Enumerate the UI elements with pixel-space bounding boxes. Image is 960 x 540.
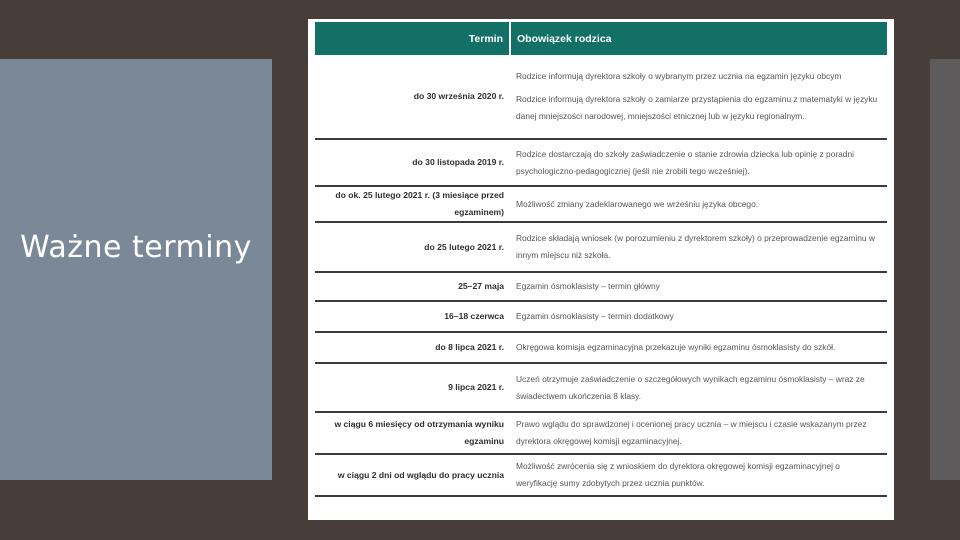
duty-text: Egzamin ósmoklasisty – termin główny <box>516 281 660 291</box>
duty-cell <box>510 272 887 301</box>
table-row <box>315 186 887 222</box>
table-row <box>315 55 887 139</box>
header-obowiazek: Obowiązek rodzica <box>510 22 887 55</box>
duty-cell <box>510 301 887 332</box>
table-row <box>315 272 887 301</box>
duty-cell <box>510 139 887 186</box>
duty-cell <box>510 186 887 222</box>
table-row <box>315 332 887 363</box>
duty-text: Rodzice dostarczają do szkoły zaświadczenie o stanie zdrowia dziecka lub opinię z poradni psychologiczno-pedagogicznej (jeśli nie zrobili tego wcześniej). <box>516 148 854 176</box>
right-decor-panel <box>930 59 960 480</box>
table-row <box>315 363 887 412</box>
duty-text: Możliwość zwrócenia się z wnioskiem do dyrektora okręgowej komisji egzaminacyjnej o weryfikację sumy zdobytych przez ucznia punktów. <box>516 461 840 488</box>
term-cell: 9 lipca 2021 r. <box>315 363 510 412</box>
duty-cell <box>510 222 887 272</box>
duty-text: Możliwość zmiany zadeklarowanego we wrześniu języka obcego. <box>516 198 759 209</box>
table-row <box>315 222 887 272</box>
duty-cell <box>510 332 887 363</box>
term-cell: do 30 września 2020 r. <box>315 55 510 139</box>
slide-title: Ważne terminy <box>20 230 252 265</box>
duty-text: Uczeń otrzymuje zaświadczenie o szczegółowych wynikach egzaminu ósmoklasisty – wraz ze świadectwem ukończenia 8 klasy. <box>516 373 865 401</box>
duty-cell <box>510 363 887 412</box>
term-cell: do 8 lipca 2021 r. <box>315 332 510 363</box>
table-row <box>315 412 887 454</box>
table-row <box>315 139 887 186</box>
side-panel <box>0 59 272 480</box>
term-cell: do 30 listopada 2019 r. <box>315 139 510 186</box>
table-row <box>315 301 887 332</box>
term-cell: 16–18 czerwca <box>315 301 510 332</box>
duty-text: Okręgowa komisja egzaminacyjna przekazuje wyniki egzaminu ósmoklasisty do szkół. <box>516 342 836 352</box>
term-cell: w ciągu 6 miesięcy od otrzymania wyniku egzaminu <box>315 412 510 454</box>
duty-text: Rodzice składają wniosek (w porozumieniu z dyrektorem szkoły) o przeprowadzenie egzaminu w innym miejscu niż szkoła. <box>516 233 875 260</box>
header-termin: Termin <box>315 22 510 55</box>
duty-cell <box>510 412 887 454</box>
duty-cell <box>510 55 887 139</box>
schedule-document <box>308 19 894 520</box>
duty-cell <box>510 454 887 496</box>
duty-text: Rodzice informują dyrektora szkoły o zamiarze przystąpienia do egzaminu z matematyki w języku danej mniejszości narodowej, mniejszości etnicznej lub w języku regionalnym. <box>516 94 878 121</box>
term-cell: do 25 lutego 2021 r. <box>315 222 510 272</box>
duty-text: Rodzice informują dyrektora szkoły o wybranym przez ucznia na egzamin języku obcym <box>516 71 842 81</box>
table-row <box>315 454 887 496</box>
duty-text: Prawo wglądu do sprawdzonej i ocenionej pracy ucznia – w miejscu i czasie wskazanym przez dyrektora okręgowej komisji egzaminacyjnej. <box>516 419 867 446</box>
schedule-table <box>315 22 887 497</box>
table-header-row <box>315 22 887 55</box>
duty-text: Egzamin ósmoklasisty – termin dodatkowy <box>516 311 674 321</box>
term-cell: do ok. 25 lutego 2021 r. (3 miesiące przed egzaminem) <box>315 186 510 222</box>
term-cell: 25–27 maja <box>315 272 510 301</box>
term-cell: w ciągu 2 dni od wglądu do pracy ucznia <box>315 454 510 496</box>
